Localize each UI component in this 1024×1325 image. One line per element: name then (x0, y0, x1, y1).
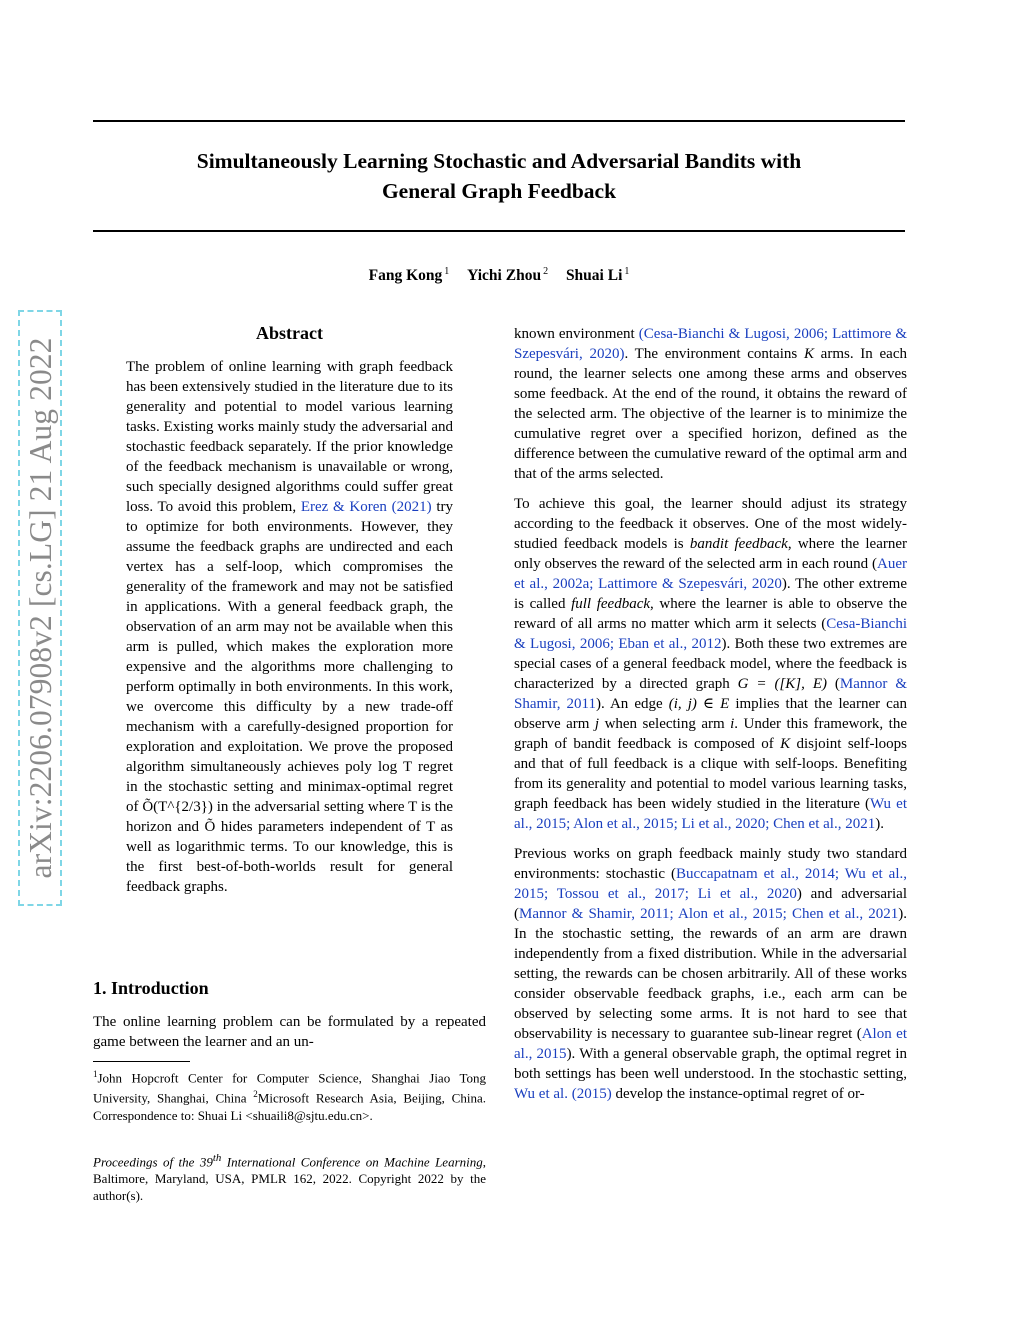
citation-link[interactable]: Buccapatnam et al., 2014; Wu et al., 2015; Tossou et al., 2017; Li et al., 2020 (514, 866, 907, 902)
arxiv-identifier[interactable]: arXiv:2206.07908v2 [cs.LG] 21 Aug 2022 (23, 337, 58, 879)
citation-link[interactable]: Wu et al., 2015; Alon et al., 2015; Li et al., 2020; Chen et al., 2021 (514, 796, 907, 832)
citation-link[interactable]: Mannor & Shamir, 2011; Alon et al., 2015; Chen et al., 2021 (519, 906, 899, 922)
abstract (126, 322, 453, 897)
paper-title (93, 146, 905, 206)
citation-link[interactable]: Wu et al. (2015) (514, 1086, 612, 1102)
paragraph-previous-works: Previous works on graph feedback mainly study two standard environments: stochastic (Buccapatnam et al., 2014; Wu et al., 2015; Tossou et al., 2017; Li et al., 2020) and adversarial (Mannor & Shamir, 2011; Alon et al., 2015; Chen et al., 2021). In the stochastic setting, the rewards of an arm are drawn independently from a fixed distribution. While in the adversarial setting, the rewards can be chosen arbitrarily. All of these works consider observable feedback graphs, i.e., each arm can be observed by selecting some arms. It is not hard to see that observability is necessary to guarantee sub-linear regret (Alon et al., 2015). With a general observable graph, the optimal regret in both settings has been well understood. In the stochastic setting, Wu et al. (2015) develop the instance-optimal regret of or- (514, 846, 907, 1102)
citation-link[interactable]: Cesa-Bianchi & Lugosi, 2006; Eban et al., 2012 (514, 616, 907, 652)
title-line-2: General Graph Feedback (381, 179, 617, 203)
title-line-1: Simultaneously Learning Stochastic and Adversarial Bandits with (196, 149, 802, 173)
right-column (514, 324, 907, 1114)
title-bottom-rule (93, 230, 905, 232)
author-3: Shuai Li $^1$ (565, 266, 630, 285)
author-list (93, 266, 905, 285)
title-top-rule (93, 120, 905, 122)
footnote-affiliations: $^1$John Hopcroft Center for Computer Science, Shanghai Jiao Tong University, Shanghai, China $^2$Microsoft Research Asia, Beijing, China. Correspondence to: Shuai Li <shuaili8@sjtu.edu.cn>. (93, 1069, 486, 1123)
paragraph-feedback-models: To achieve this goal, the learner should adjust its strategy according to the feedback it observes. One of the most widely-studied feedback models is bandit feedback, where the learner only observes the reward of the selected arm in each round (Auer et al., 2002a; Lattimore & Szepesvári, 2020). The other extreme is called full feedback, where the learner is able to observe the reward of all arms no matter which arm it selects (Cesa-Bianchi & Lugosi, 2006; Eban et al., 2012). Both these two extremes are special cases of a general feedback model, where the feedback is characterized by a directed graph G = ([K], E) (Mannor & Shamir, 2011). An edge (i, j) ∈ E implies that the learner can observe arm j when selecting arm i. Under this framework, the graph of bandit feedback is composed of K disjoint self-loops and that of full feedback is a clique with self-loops. Benefiting from its generality and potential to model various learning tasks, graph feedback has been widely studied in the literature (Wu et al., 2015; Alon et al., 2015; Li et al., 2020; Chen et al., 2021). (514, 496, 908, 832)
intro-paragraph: The online learning problem can be formulated by a repeated game between the learner and an un- (93, 1014, 486, 1050)
section-heading-introduction: 1. Introduction (93, 978, 209, 998)
proceedings-note: Proceedings of the 39th International Conference on Machine Learning, Baltimore, Maryland, USA, PMLR 162, 2022. Copyright 2022 by the author(s). (93, 1152, 486, 1204)
citation-link[interactable]: Auer et al., 2002a; Lattimore & Szepesvári, 2020 (514, 556, 907, 592)
abstract-heading: Abstract (256, 323, 323, 343)
footnote-rule (93, 1061, 190, 1062)
paragraph-environment: known environment (Cesa-Bianchi & Lugosi, 2006; Lattimore & Szepesvári, 2020). The environment contains K arms. In each round, the learner selects one among these arms and observes some feedback. At the end of the round, it obtains the reward of the selected arm. The objective of the learner is to minimize the cumulative regret over a specified horizon, defined as the difference between the cumulative reward of the optimal arm and that of the arms selected. (514, 326, 907, 482)
author-1: Fang Kong $^1$ (368, 266, 450, 285)
citation-link[interactable]: (Cesa-Bianchi & Lugosi, 2006; Lattimore & Szepesvári, 2020) (514, 326, 907, 362)
author-2: Yichi Zhou $^2$ (467, 266, 549, 285)
abstract-citation-link[interactable]: Erez & Koren (2021) (300, 499, 432, 515)
abstract-body-rest: try to optimize for both environments. However, they assume the feedback graphs are undirected and each vertex has a self-loop, which compromises the generality of the framework and may not be satisfied in applications. With a general feedback graph, the observation of an arm may not be available when this arm is pulled, which makes the exploration more expensive and the algorithms more challenging to perform optimally in both environments. In this work, we overcome this difficulty by a new trade-off mechanism with a carefully-designed proportion for exploration and exploitation. We prove the proposed algorithm simultaneously achieves poly log T regret in the stochastic setting and minimax-optimal regret of Õ(T^{2/3}) in the adversarial setting where T is the horizon and Õ hides parameters independent of T as well as logarithmic terms. To our knowledge, this is the first best-of-both-worlds result for general feedback graphs. (126, 499, 453, 895)
citation-link[interactable]: Mannor & Shamir, 2011 (514, 676, 907, 712)
abstract-body: The problem of online learning with graph feedback has been extensively studied in the literature due to its generality and potential to model various learning tasks. Existing works mainly study the adversarial and stochastic feedback separately. If the prior knowledge of the feedback mechanism is unavailable or wrong, such specially designed algorithms could suffer great loss. To avoid this problem, Erez & Koren (2021) try to optimize for both environments. However, they assume the feedback graphs are undirected and each vertex has a self-loop, which compromises the generality of the framework and may not be satisfied in applications. With a general feedback graph, the observation of an arm may not be available when this arm is pulled, which makes the exploration more expensive and the algorithms more challenging to perform optimally in both environments. In this work, we overcome this difficulty by a new trade-off mechanism with a carefully-designed proportion for exploration and exploitation. We prove the proposed algorithm simultaneously achieves poly log T regret in the stochastic setting and minimax-optimal regret of Õ(T^{2/3}) in the adversarial setting where T is the horizon and Õ hides parameters independent of T as well as logarithmic terms. To our knowledge, this is the first best-of-both-worlds result for general feedback graphs. (126, 359, 453, 895)
citation-link[interactable]: Alon et al., 2015 (514, 1026, 907, 1062)
